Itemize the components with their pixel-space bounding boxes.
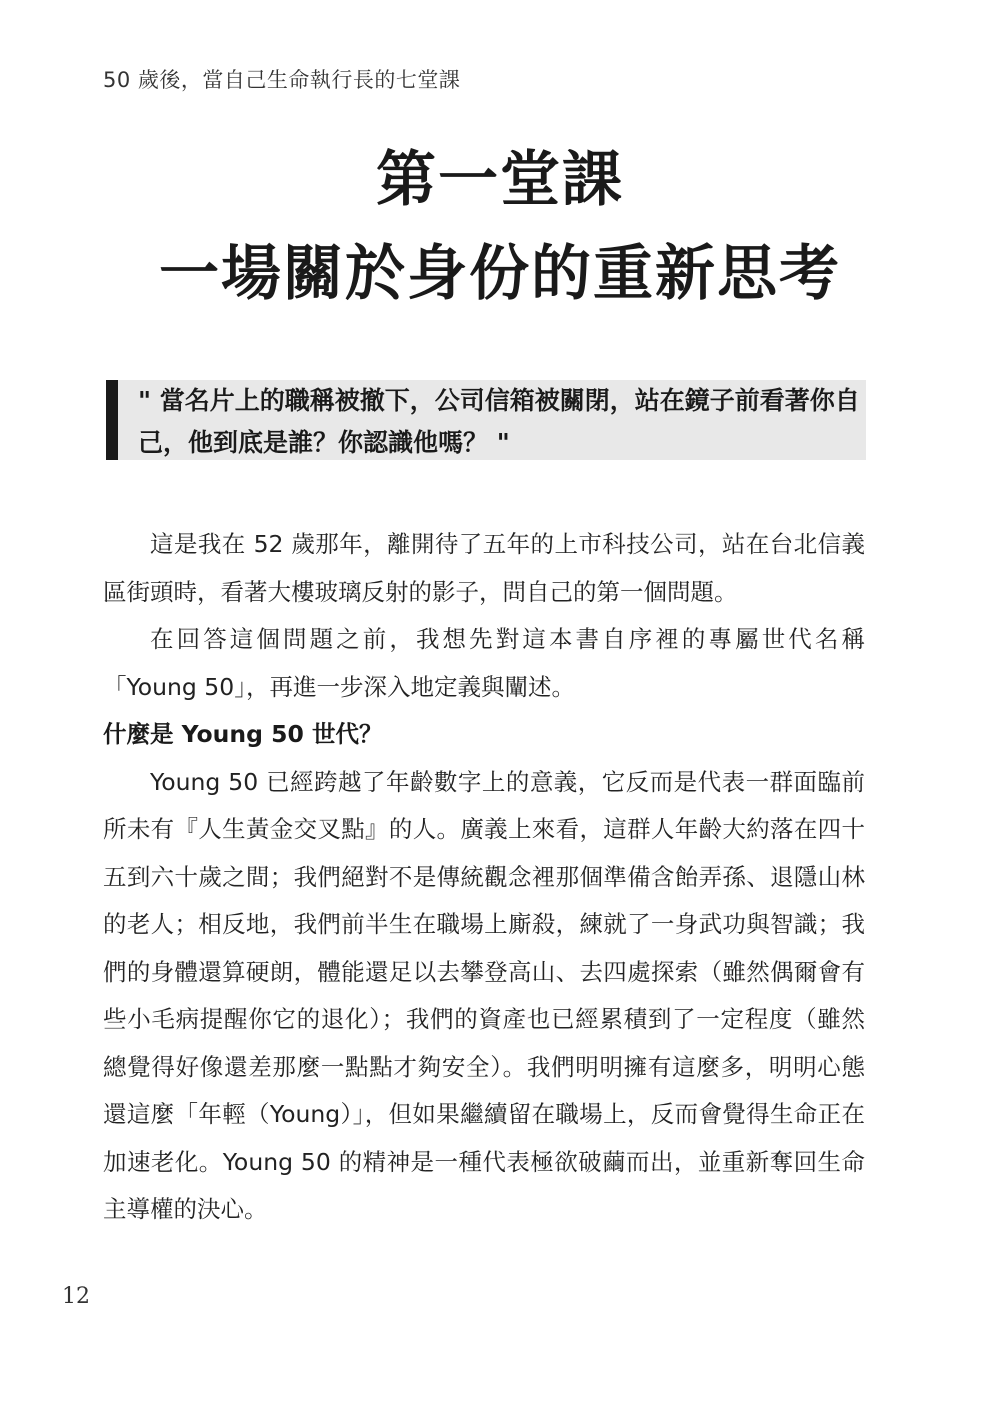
page-number: 12	[62, 1284, 90, 1309]
chapter-number-title: 第一堂課	[376, 145, 624, 215]
running-header: 50 歲後，當自己生命執行長的七堂課	[103, 68, 461, 92]
pull-quote	[106, 380, 866, 460]
body-paragraph-3: Young 50 已經跨越了年齡數字上的意義，它反而是代表一群面臨前所未有『人生黃金交叉點』的人。廣義上來看，這群人年齡大約落在四十五到六十歲之間；我們絕對不是傳統觀念裡那個準備含飴弄孫、退隱山林的老人；相反地，我們前半生在職場上廝殺，練就了一身武功與智識；我們的身體還算硬朗，體能還足以去攀登高山、去四處探索（雖然偶爾會有些小毛病提醒你它的退化）；我們的資產也已經累積到了一定程度（雖然總覺得好像還差那麼一點點才夠安全）。我們明明擁有這麼多，明明心態還這麼「年輕（Young）」，但如果繼續留在職場上，反而會覺得生命正在加速老化。Young 50 的精神是一種代表極欲破繭而出，並重新奪回生命主導權的決心。	[103, 767, 865, 1223]
chapter-subtitle: 一場關於身份的重新思考	[159, 239, 841, 309]
body-text	[103, 521, 865, 1234]
body-paragraph-1: 這是我在 52 歲那年，離開待了五年的上市科技公司，站在台北信義區街頭時，看著大樓玻璃反射的影子，問自己的第一個問題。	[103, 530, 865, 606]
pull-quote-text: " 當名片上的職稱被撤下，公司信箱被關閉，站在鏡子前看著你自己，他到底是誰？你認識他嗎？ "	[138, 386, 860, 457]
section-heading: 什麼是 Young 50 世代？	[103, 720, 383, 748]
body-paragraph-2: 在回答這個問題之前，我想先對這本書自序裡的專屬世代名稱「Young 50」，再進一步深入地定義與闡述。	[103, 625, 865, 701]
quote-accent-bar	[106, 380, 118, 460]
